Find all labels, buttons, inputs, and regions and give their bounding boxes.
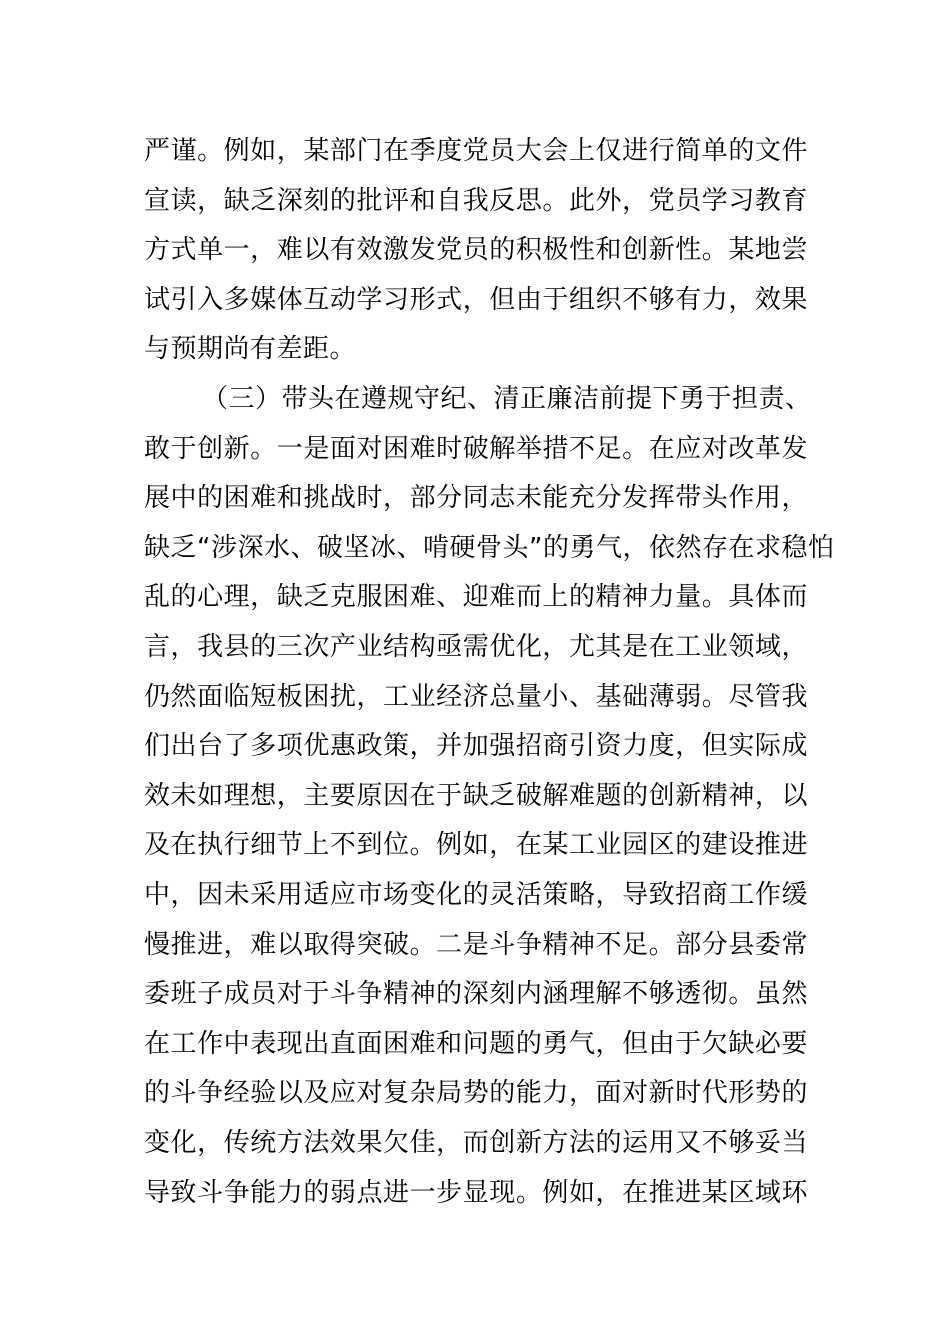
text-line: 试引入多媒体互动学习形式，但由于组织不够有力，效果 xyxy=(144,284,808,315)
text-line: 敢于创新。一是面对困难时破解举措不足。在应对改革发 xyxy=(144,433,808,464)
text-line: 们出台了多项优惠政策，并加强招商引资力度，但实际成 xyxy=(144,731,808,762)
text-line: 导致斗争能力的弱点进一步显现。例如，在推进某区域环 xyxy=(144,1177,808,1208)
text-line: 缺乏“涉深水、破坚冰、啃硬骨头”的勇气，依然存在求稳怕 xyxy=(144,532,835,563)
text-line: 及在执行细节上不到位。例如，在某工业园区的建设推进 xyxy=(144,830,808,861)
text-line: 与预期尚有差距。 xyxy=(144,334,357,365)
text-line: 严谨。例如，某部门在季度党员大会上仅进行简单的文件 xyxy=(144,136,808,166)
text-line: 委班子成员对于斗争精神的深刻内涵理解不够透彻。虽然 xyxy=(144,979,808,1010)
text-line: 仍然面临短板困扰，工业经济总量小、基础薄弱。尽管我 xyxy=(144,681,808,712)
text-line: 在工作中表现出直面困难和问题的勇气，但由于欠缺必要 xyxy=(144,1028,808,1059)
text-line: 展中的困难和挑战时，部分同志未能充分发挥带头作用， xyxy=(144,483,808,514)
text-line: 乱的心理，缺乏克服困难、迎难而上的精神力量。具体而 xyxy=(144,582,808,613)
text-line: 变化，传统方法效果欠佳，而创新方法的运用又不够妥当 xyxy=(144,1127,808,1158)
paragraph-continuation xyxy=(144,127,808,375)
text-line: 中，因未采用适应市场变化的灵活策略，导致招商工作缓 xyxy=(144,879,808,910)
text-line: 宣读，缺乏深刻的批评和自我反思。此外，党员学习教育 xyxy=(144,185,808,216)
text-line: 言，我县的三次产业结构亟需优化，尤其是在工业领域， xyxy=(144,631,808,662)
paragraph-section-three xyxy=(144,375,835,1218)
section-heading-line: （三）带头在遵规守纪、清正廉洁前提下勇于担责、 xyxy=(202,384,812,414)
text-line: 慢推进，难以取得突破。二是斗争精神不足。部分县委常 xyxy=(144,929,808,960)
text-line: 效未如理想，主要原因在于缺乏破解难题的创新精神，以 xyxy=(144,780,808,811)
text-line: 的斗争经验以及应对复杂局势的能力，面对新时代形势的 xyxy=(144,1078,808,1109)
text-line: 方式单一，难以有效激发党员的积极性和创新性。某地尝 xyxy=(144,235,808,266)
